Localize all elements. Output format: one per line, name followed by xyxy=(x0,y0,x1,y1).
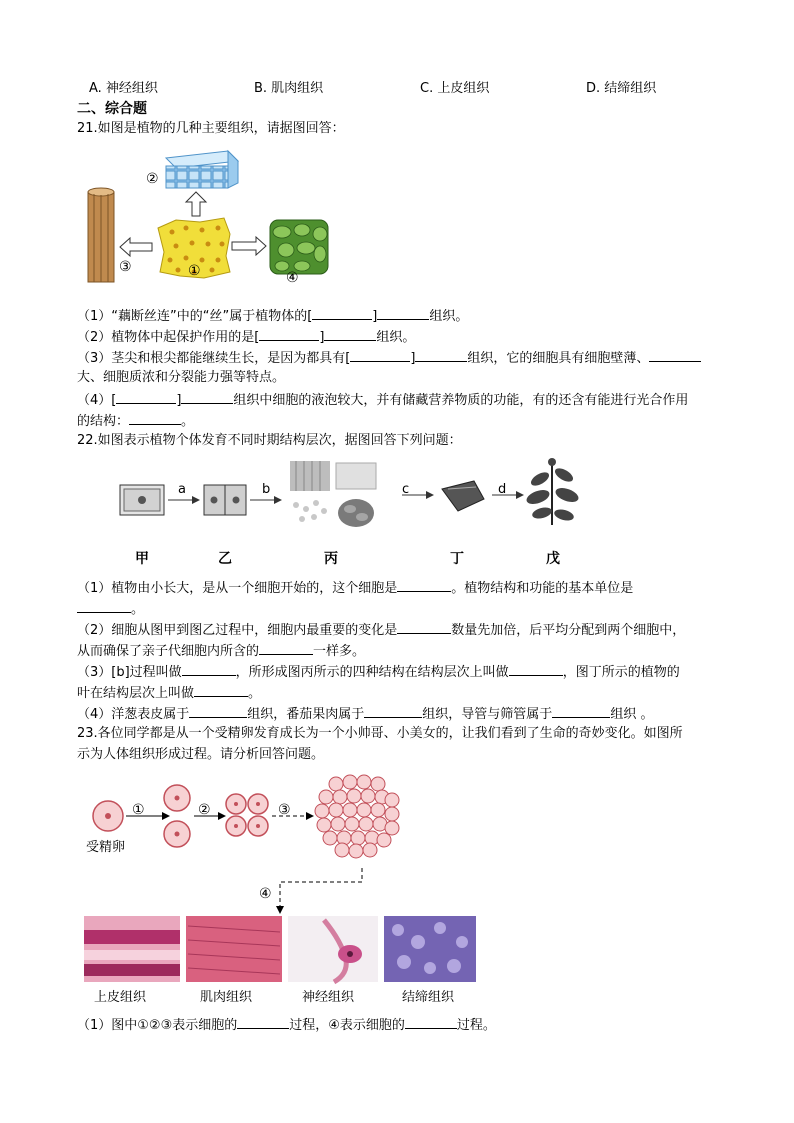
q23-stem: 23.各位同学都是从一个受精卵发育成长为一个小帅哥、小美女的，让我们看到了生命的奇妙变化。如图所 xyxy=(77,726,683,741)
q22-s3: （3）[b]过程叫做 ，所形成图丙所示的四种结构在结构层次上叫做 ，图丁所示的植物的 xyxy=(77,662,727,682)
arrow-label-a: a xyxy=(178,482,186,497)
label-4: ④ xyxy=(286,270,299,286)
protective-tissue-image xyxy=(166,151,238,188)
arrow-label-b: b xyxy=(262,482,271,497)
single-cell-image xyxy=(120,485,164,515)
q23-stem-cont: 示为人体组织形成过程。请分析回答问题。 xyxy=(77,747,325,762)
four-tissues-image xyxy=(290,461,376,527)
tissue-label-epithelial: 上皮组织 xyxy=(94,990,147,1005)
q21-s2: （2）植物体中起保护作用的是[ ] 组织。 xyxy=(77,327,727,347)
muscle-tissue-image xyxy=(186,916,282,982)
tissue-label-connective: 结缔组织 xyxy=(402,990,455,1005)
step-3: ③ xyxy=(278,802,291,818)
q22-s1: （1）植物由小长大，是从一个细胞开始的，这个细胞是 。植物结构和功能的基本单位是 xyxy=(77,578,727,598)
option-d: D. 结缔组织 xyxy=(586,81,657,96)
step-4: ④ xyxy=(259,886,272,902)
q22-s1-cont: 。 xyxy=(77,599,727,619)
tissue-label-nerve: 神经组织 xyxy=(302,990,355,1005)
stage-ding: 丁 xyxy=(450,551,464,567)
cell-cluster-image xyxy=(315,775,399,858)
label-2: ② xyxy=(146,171,159,187)
q21-s3-cont: 大、细胞质浓和分裂能力强等特点。 xyxy=(77,370,286,385)
q22-s2-cont: 从而确保了亲子代细胞内所含的 一样多。 xyxy=(77,641,727,661)
q23-s1: （1）图中①②③表示细胞的 过程，④表示细胞的 过程。 xyxy=(77,1015,727,1035)
nerve-tissue-image xyxy=(288,916,378,982)
q21-s4-cont: 的结构： 。 xyxy=(77,411,727,431)
conducting-tissue-image xyxy=(88,188,114,282)
q22-s2: （2）细胞从图甲到图乙过程中，细胞内最重要的变化是 数量先加倍，后平均分配到两个细胞中， xyxy=(77,620,727,640)
connective-tissue-image xyxy=(384,916,476,982)
q22-s4: （4）洋葱表皮属于 组织，番茄果肉属于 组织，导管与筛管属于 组织 。 xyxy=(77,704,727,724)
option-c: C. 上皮组织 xyxy=(420,81,490,96)
q21-s1: （1）“藕断丝连”中的“丝”属于植物体的[ ] 组织。 xyxy=(77,306,727,326)
epithelial-tissue-image xyxy=(84,916,180,982)
label-3: ③ xyxy=(119,259,132,275)
q22-stem: 22.如图表示植物个体发育不同时期结构层次，据图回答下列问题： xyxy=(77,433,462,448)
plant-image xyxy=(525,458,581,525)
q21-s4: （4）[ ] 组织中细胞的液泡较大，并有储藏营养物质的功能，有的还含有能进行光合作用 xyxy=(77,390,727,410)
stage-yi: 乙 xyxy=(218,551,232,567)
stage-jia: 甲 xyxy=(135,551,149,567)
option-b: B. 肌肉组织 xyxy=(254,81,324,96)
step-1: ① xyxy=(132,802,145,818)
q22-s3-cont: 叶在结构层次上叫做 。 xyxy=(77,683,727,703)
option-a: A. 神经组织 xyxy=(89,81,158,96)
tissue-label-muscle: 肌肉组织 xyxy=(200,990,253,1005)
section-title: 二、综合题 xyxy=(77,101,147,117)
q21-stem: 21.如图是植物的几种主要组织，请据图回答： xyxy=(77,121,345,136)
step-2: ② xyxy=(198,802,211,818)
arrow-label-d: d xyxy=(498,482,507,497)
stage-bing: 丙 xyxy=(324,551,338,567)
organ-image xyxy=(442,481,484,511)
nutritive-tissue-image xyxy=(270,220,328,274)
arrow-label-c: c xyxy=(402,482,410,497)
label-1: ① xyxy=(188,263,201,279)
two-cells-image xyxy=(204,485,246,515)
q21-s3: （3）茎尖和根尖都能继续生长，是因为都具有[ ] 组织，它的细胞具有细胞壁薄、 xyxy=(77,348,727,368)
egg-label: 受精卵 xyxy=(86,840,126,855)
stage-wu: 戊 xyxy=(546,551,560,567)
